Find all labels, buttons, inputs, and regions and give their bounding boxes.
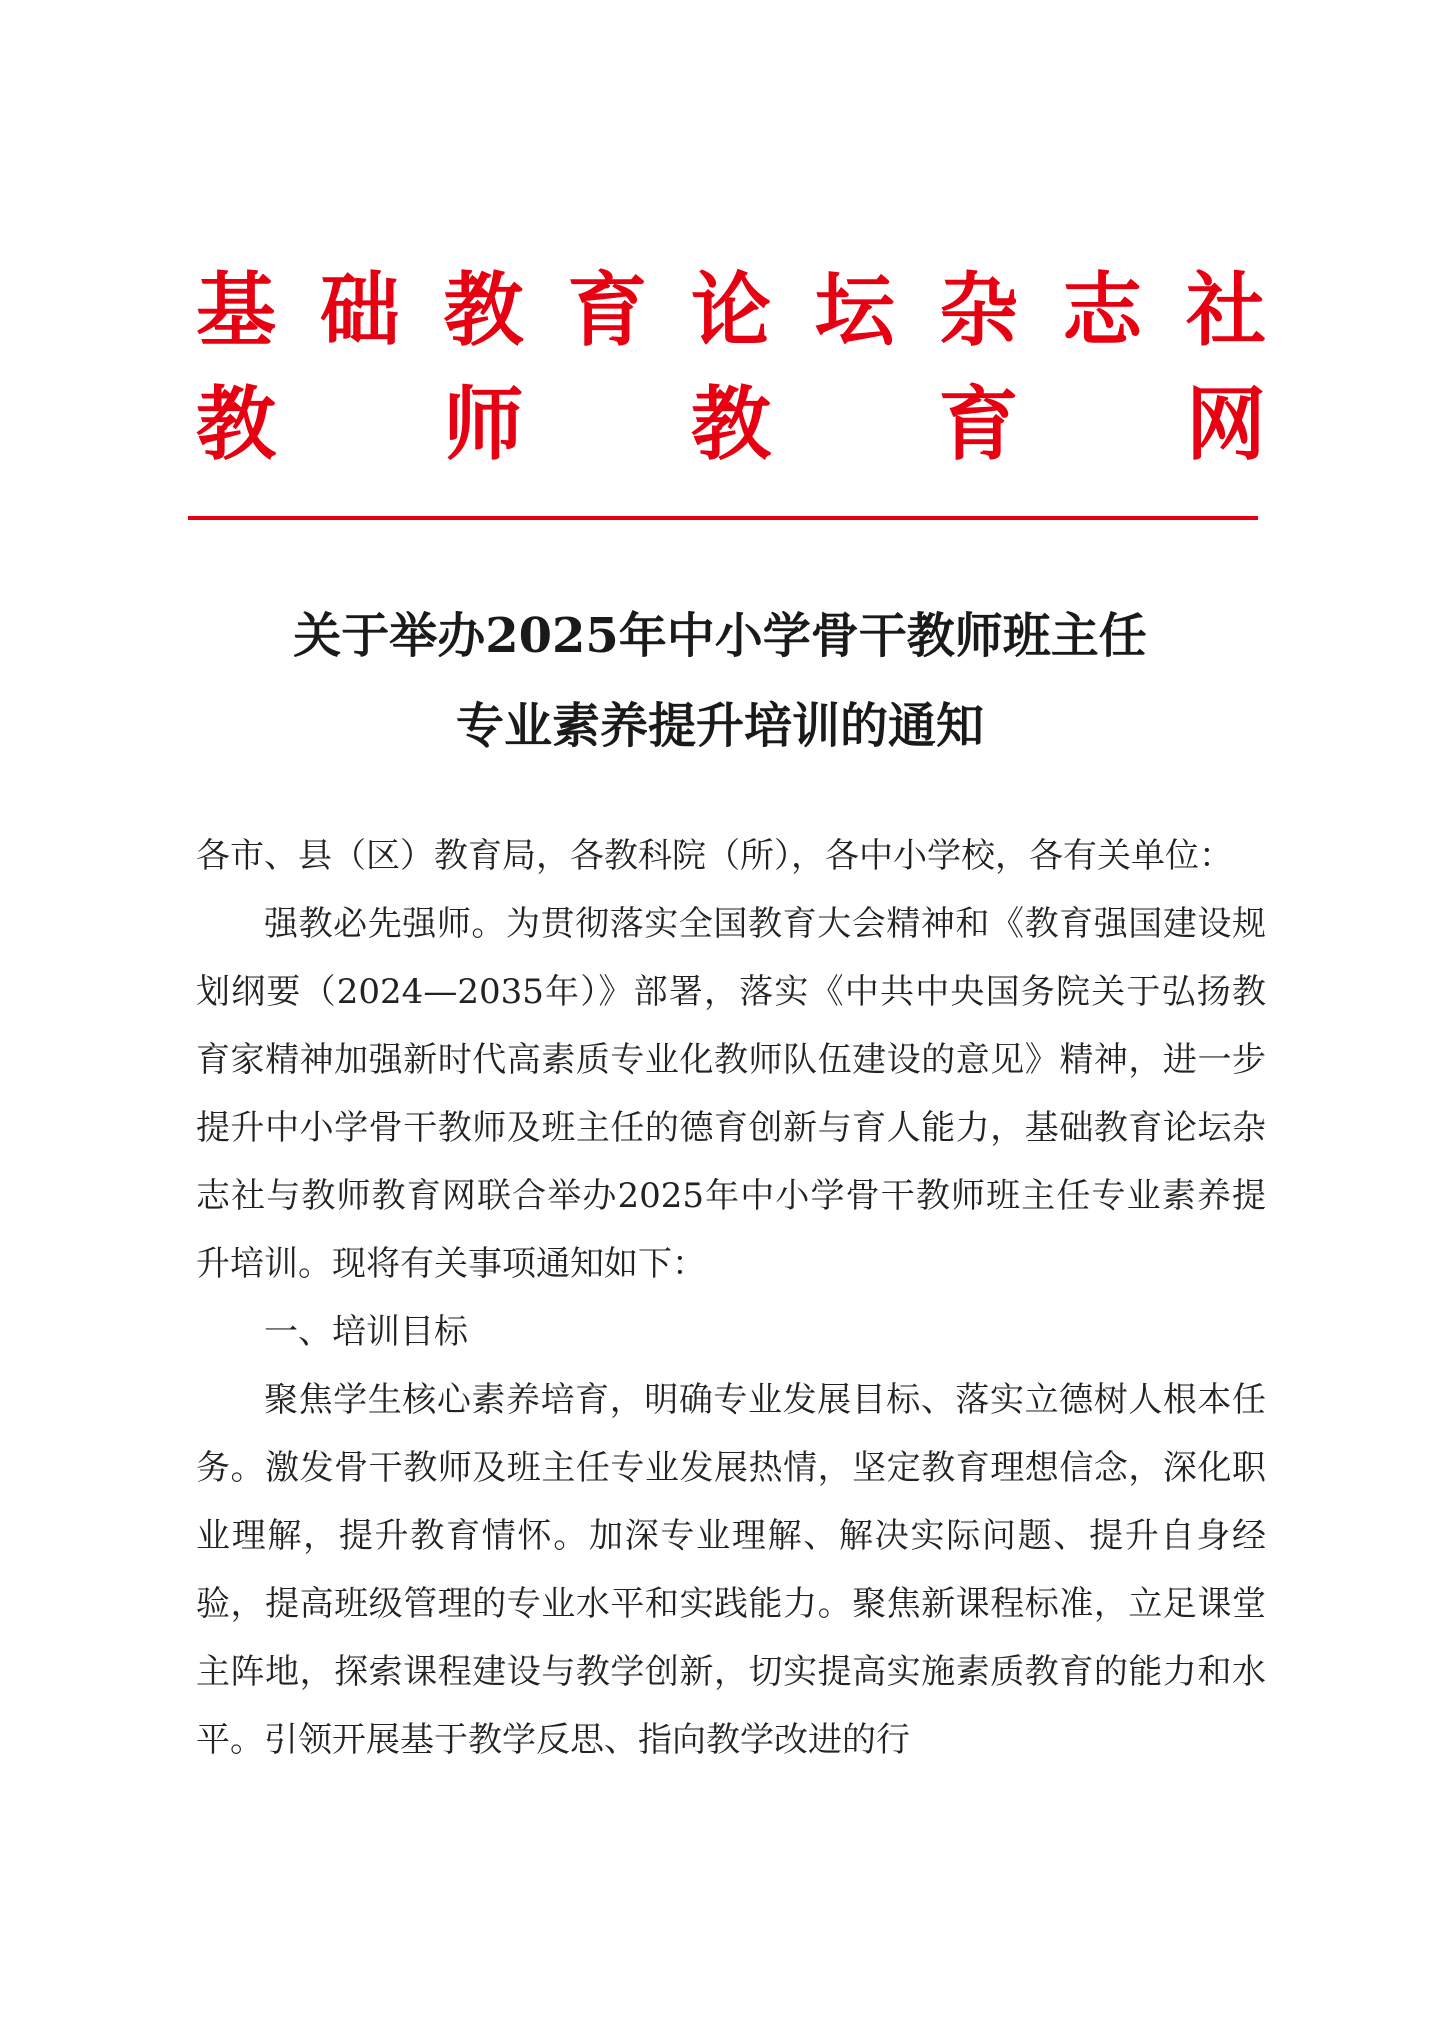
masthead-char: 坛 xyxy=(814,263,895,357)
masthead-char: 育 xyxy=(938,377,1019,471)
masthead-char: 教 xyxy=(443,263,524,357)
masthead-char: 师 xyxy=(443,377,524,471)
document-title-line-2: 专业素养提升培训的通知 xyxy=(455,698,984,754)
masthead-char: 教 xyxy=(691,377,771,471)
masthead-char: 网 xyxy=(1186,377,1266,471)
masthead-char: 教 xyxy=(196,377,276,471)
masthead-char: 育 xyxy=(567,263,648,357)
document-body xyxy=(196,822,1266,1774)
masthead-line-1 xyxy=(196,260,1266,360)
salutation: 各市、县（区）教育局，各教科院（所），各中小学校，各有关单位： xyxy=(196,836,1233,876)
document-title-line-1: 关于举办2025年中小学骨干教师班主任 xyxy=(293,608,1147,664)
masthead-char: 志 xyxy=(1062,263,1143,357)
intro-paragraph: 强教必先强师。为贯彻落实全国教育大会精神和《教育强国建设规划纲要（2024—2035年）》部署，落实《中共中央国务院关于弘扬教育家精神加强新时代高素质专业化教师队伍建设的意见》精神，进一步提升中小学骨干教师及班主任的德育创新与育人能力，基础教育论坛杂志社与教师教育网联合举办2025年中小学骨干教师班主任专业素养提升培训。现将有关事项通知如下： xyxy=(196,904,1266,1284)
masthead-char: 社 xyxy=(1186,263,1266,357)
masthead-divider xyxy=(188,516,1258,520)
section-heading-training-goals: 一、培训目标 xyxy=(264,1312,468,1352)
masthead-char: 基 xyxy=(196,263,276,357)
section-paragraph: 聚焦学生核心素养培育，明确专业发展目标、落实立德树人根本任务。激发骨干教师及班主任专业发展热情，坚定教育理想信念，深化职业理解，提升教育情怀。加深专业理解、解决实际问题、提升自身经验，提高班级管理的专业水平和实践能力。聚焦新课程标准，立足课堂主阵地，探索课程建设与教学创新，切实提高实施素质教育的能力和水平。引领开展基于教学反思、指向教学改进的行 xyxy=(196,1380,1266,1760)
masthead-char: 杂 xyxy=(938,263,1019,357)
masthead-line-2 xyxy=(196,374,1266,474)
masthead-char: 论 xyxy=(691,263,771,357)
masthead-char: 础 xyxy=(319,263,400,357)
